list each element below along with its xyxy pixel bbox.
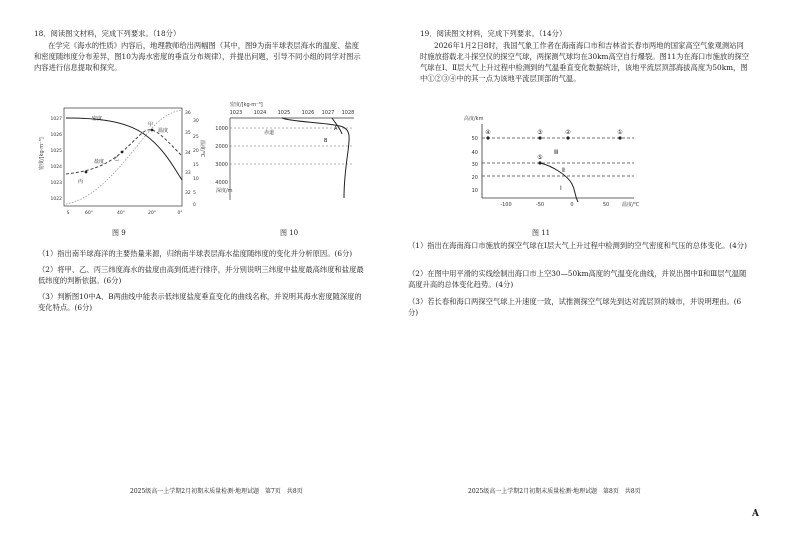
fig11-layer-I: Ⅰ bbox=[560, 185, 562, 192]
fig10-x-tick: 1027 bbox=[321, 110, 335, 116]
fig9-left-tick: 1025 bbox=[50, 149, 62, 154]
fig9-right-tick: 34 bbox=[185, 151, 191, 156]
fig9-right-tick: 5 bbox=[193, 191, 196, 196]
fig9-caption: 图 9 bbox=[112, 229, 126, 237]
q18-question-1: （1）指出南半球海洋的主要热量来源，归纳南半球表层海水盐度随纬度的变化并分析原因。(6分) bbox=[38, 249, 353, 258]
fig9-x-tick: 20° bbox=[148, 211, 156, 216]
fig9-right-tick: 33 bbox=[185, 171, 191, 176]
fig9-x-tick: 0° bbox=[177, 211, 183, 216]
fig9-left-tick: 1024 bbox=[50, 165, 62, 170]
figure-11-chart bbox=[458, 110, 648, 220]
fig9-x-tick: 40° bbox=[117, 211, 125, 216]
q19-question-3: （3）若长春和海口两探空气球上升速度一致，试推测探空气球先到达对流层顶的城市，并说明理由。(6分) bbox=[408, 297, 742, 317]
fig10-x-tick: 1025 bbox=[277, 110, 291, 116]
fig9-salinity-curve bbox=[66, 130, 182, 174]
paper-version-mark: A bbox=[752, 509, 759, 519]
fig10-caption: 图 10 bbox=[280, 229, 299, 237]
fig10-label-A: A bbox=[334, 126, 338, 132]
fig11-layer-III: Ⅲ bbox=[554, 149, 559, 156]
fig11-x-tick: 50 bbox=[602, 202, 610, 208]
q19-question-1: （1）指出在海南海口市施放的探空气球在Ⅰ层大气上升过程中检测到的空气密度和气压的总体变化。(4分) bbox=[408, 241, 747, 250]
page-8 bbox=[400, 0, 800, 544]
fig9-right-tick: 36 bbox=[185, 111, 191, 116]
fig11-temperature-curve bbox=[540, 163, 578, 202]
fig11-y-tick: 30 bbox=[471, 162, 478, 168]
q18-header: 18．阅读图文材料，完成下列要求。（18分） bbox=[34, 29, 181, 38]
fig10-y-tick: 1000 bbox=[215, 126, 228, 132]
fig9-point-yi bbox=[121, 151, 124, 154]
fig10-x-tick: 1026 bbox=[301, 110, 315, 116]
fig9-right-tick: 15 bbox=[193, 163, 199, 168]
fig10-label-tropics: 赤道 bbox=[264, 130, 275, 136]
fig10-y-label: 深度/m bbox=[216, 188, 233, 194]
fig10-y-tick: 4000 bbox=[215, 180, 228, 186]
fig9-x-tick: S bbox=[66, 211, 70, 216]
fig11-x-label: 温度/℃ bbox=[622, 202, 640, 208]
fig9-left-tick: 1026 bbox=[50, 133, 62, 138]
fig11-label-2: ② bbox=[565, 129, 571, 136]
page-8-footer: 2025级高一上学期2月初期末质量检测·地理试题 第8页 共8页 bbox=[468, 488, 641, 495]
fig9-right-tick: 0 bbox=[193, 203, 196, 208]
fig9-label-jia: 甲 bbox=[148, 122, 154, 128]
fig11-x-tick: -50 bbox=[535, 202, 545, 208]
fig11-point-4 bbox=[486, 136, 489, 139]
figure-10-chart bbox=[215, 100, 362, 210]
fig10-x-tick: 1024 bbox=[253, 110, 267, 116]
fig11-y-tick: 20 bbox=[471, 175, 478, 181]
fig9-left-tick: 1023 bbox=[50, 181, 62, 186]
fig11-label-3: ③ bbox=[537, 129, 543, 136]
page-7-footer: 2025级高一上学期2月初期末质量检测·地理试题 第7页 共8页 bbox=[130, 488, 303, 495]
fig9-left-tick: 1027 bbox=[50, 117, 62, 122]
fig11-point-1 bbox=[618, 136, 621, 139]
fig9-right-axis-label: 温度/℃ bbox=[199, 140, 205, 158]
fig9-right-tick: 35 bbox=[185, 131, 191, 136]
fig11-y-tick: 50 bbox=[471, 136, 478, 142]
fig10-top-label: 密度/[kg·m⁻³] bbox=[230, 102, 263, 108]
fig9-right-tick: 25 bbox=[193, 135, 199, 140]
fig11-label-4: ④ bbox=[485, 129, 491, 136]
fig9-left-tick: 1022 bbox=[50, 197, 62, 202]
fig9-label-bing: 丙 bbox=[78, 179, 84, 185]
fig10-label-B: B bbox=[324, 138, 328, 144]
q19-question-2: （2）在图中用平滑的实线绘制出海口市上空30—50km高度的气温变化曲线，并说出图中Ⅱ和Ⅲ层气温随高度升高的总体变化趋势。(4分) bbox=[408, 269, 747, 289]
fig11-y-label: 高度/km bbox=[464, 116, 484, 122]
fig9-label-density: 密度 bbox=[92, 116, 103, 122]
fig9-label-yi: 乙 bbox=[114, 156, 120, 162]
fig11-layer-II: Ⅱ bbox=[562, 167, 565, 174]
q19-header: 19．阅读图文材料，完成下列要求。（14分） bbox=[420, 29, 567, 38]
fig10-curve-A bbox=[282, 118, 349, 198]
q18-question-3: （3）判断图10中A、B两曲线中能表示低纬度盐度垂直变化的曲线名称，并说明其海水密度随深度的变化特点。(6分) bbox=[38, 292, 362, 312]
fig11-caption: 图 11 bbox=[532, 229, 551, 237]
fig9-right-tick: 32 bbox=[185, 191, 191, 196]
fig11-point-3 bbox=[538, 136, 541, 139]
fig9-right-tick: 20 bbox=[193, 149, 199, 154]
fig9-label-salinity: 盐度 bbox=[94, 159, 105, 165]
fig9-left-axis-label: 密度/[kg·m⁻³] bbox=[39, 137, 45, 170]
figure-9-chart bbox=[34, 100, 204, 225]
fig9-x-tick: 60° bbox=[85, 211, 93, 216]
q18-intro: 在学完《海水的性质》内容后，地理教师给出两幅图（其中，图9为南半球表层海水的温度、盐度和密度随纬度分布差异，图10为海水密度的垂直分布规律），并提出问题，引导不同小组的同学对图示内容进行信息提取和探究。 bbox=[34, 41, 361, 72]
fig10-y-tick: 3000 bbox=[215, 162, 228, 168]
fig11-label-1: ① bbox=[617, 129, 623, 136]
q19-intro: 2026年1月2日8时，我国气象工作者在海南海口市和吉林省长春市两地的国家高空气象观测站同时施放搭载北斗探空仪的探空气球，两探测气球均在30km高空自行爆裂。图11为在海口市施放的探空气球在Ⅰ、Ⅱ层大气上升过程中检测到的气温垂直变化数据统计，该地平流层顶部海拔高度为50km，图中①②③④中的其一点为该地平流层顶部的气温。 bbox=[420, 41, 750, 83]
fig9-label-temperature: 温度 bbox=[158, 128, 169, 134]
fig11-x-tick: 0 bbox=[570, 202, 574, 208]
fig10-y-tick: 2000 bbox=[215, 144, 228, 150]
fig11-y-tick: 40 bbox=[471, 150, 478, 156]
fig11-label-5: ⑤ bbox=[537, 154, 543, 161]
fig9-right-tick: 30 bbox=[193, 119, 199, 124]
q18-question-2: （2）将甲、乙、丙三纬度海水的盐度由高到低进行排序，并分别说明三纬度中盐度最高纬度和盐度最低纬度的判断依据。(6分) bbox=[38, 265, 364, 285]
fig10-x-tick: 1028 bbox=[341, 110, 355, 116]
fig9-right-tick: 10 bbox=[193, 177, 199, 182]
fig9-point-jia bbox=[151, 129, 154, 132]
fig11-y-tick: 10 bbox=[471, 188, 478, 194]
fig10-x-tick: 1023 bbox=[229, 110, 243, 116]
fig11-x-tick: -100 bbox=[500, 202, 512, 208]
fig9-point-bing bbox=[85, 171, 88, 174]
fig11-point-2 bbox=[566, 136, 569, 139]
